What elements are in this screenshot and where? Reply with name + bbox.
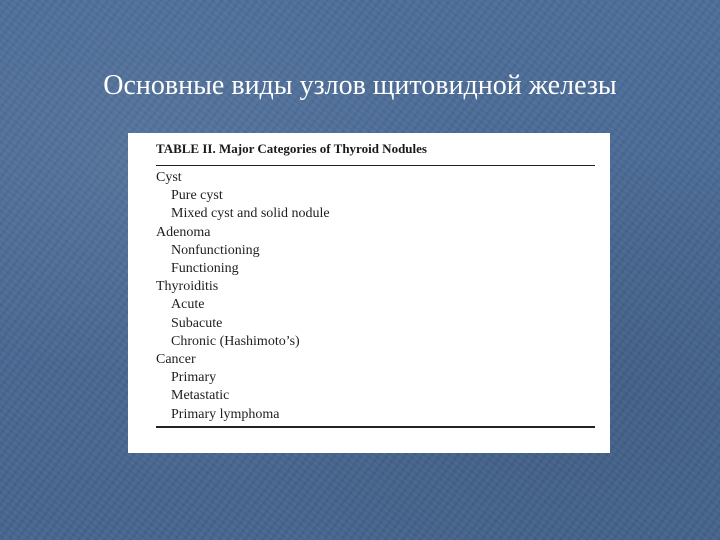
subcategory-chronic: Chronic (Hashimoto’s) (171, 333, 300, 349)
subcategory-acute: Acute (171, 297, 205, 313)
category-cancer: Cancer (156, 352, 196, 368)
table-top-rule (156, 165, 595, 166)
category-thyroiditis: Thyroiditis (156, 279, 219, 295)
subcategory-primary: Primary (171, 370, 217, 386)
subcategory-pure-cyst: Pure cyst (171, 188, 223, 204)
thyroid-nodules-table (128, 133, 610, 453)
table-caption: TABLE II. Major Categories of Thyroid Nodules (156, 141, 427, 156)
subcategory-nonfunctioning: Nonfunctioning (171, 242, 260, 258)
subcategory-subacute: Subacute (171, 315, 223, 331)
subcategory-functioning: Functioning (171, 261, 239, 277)
subcategory-metastatic: Metastatic (171, 388, 230, 404)
category-cyst: Cyst (156, 170, 182, 185)
table-rows (156, 169, 330, 424)
table-bottom-rule (156, 426, 595, 428)
subcategory-mixed-cyst: Mixed cyst and solid nodule (171, 206, 330, 222)
slide-title: Основные виды узлов щитовидной железы (103, 70, 617, 101)
subcategory-primary-lymphoma: Primary lymphoma (171, 406, 280, 422)
category-adenoma: Adenoma (156, 224, 211, 240)
